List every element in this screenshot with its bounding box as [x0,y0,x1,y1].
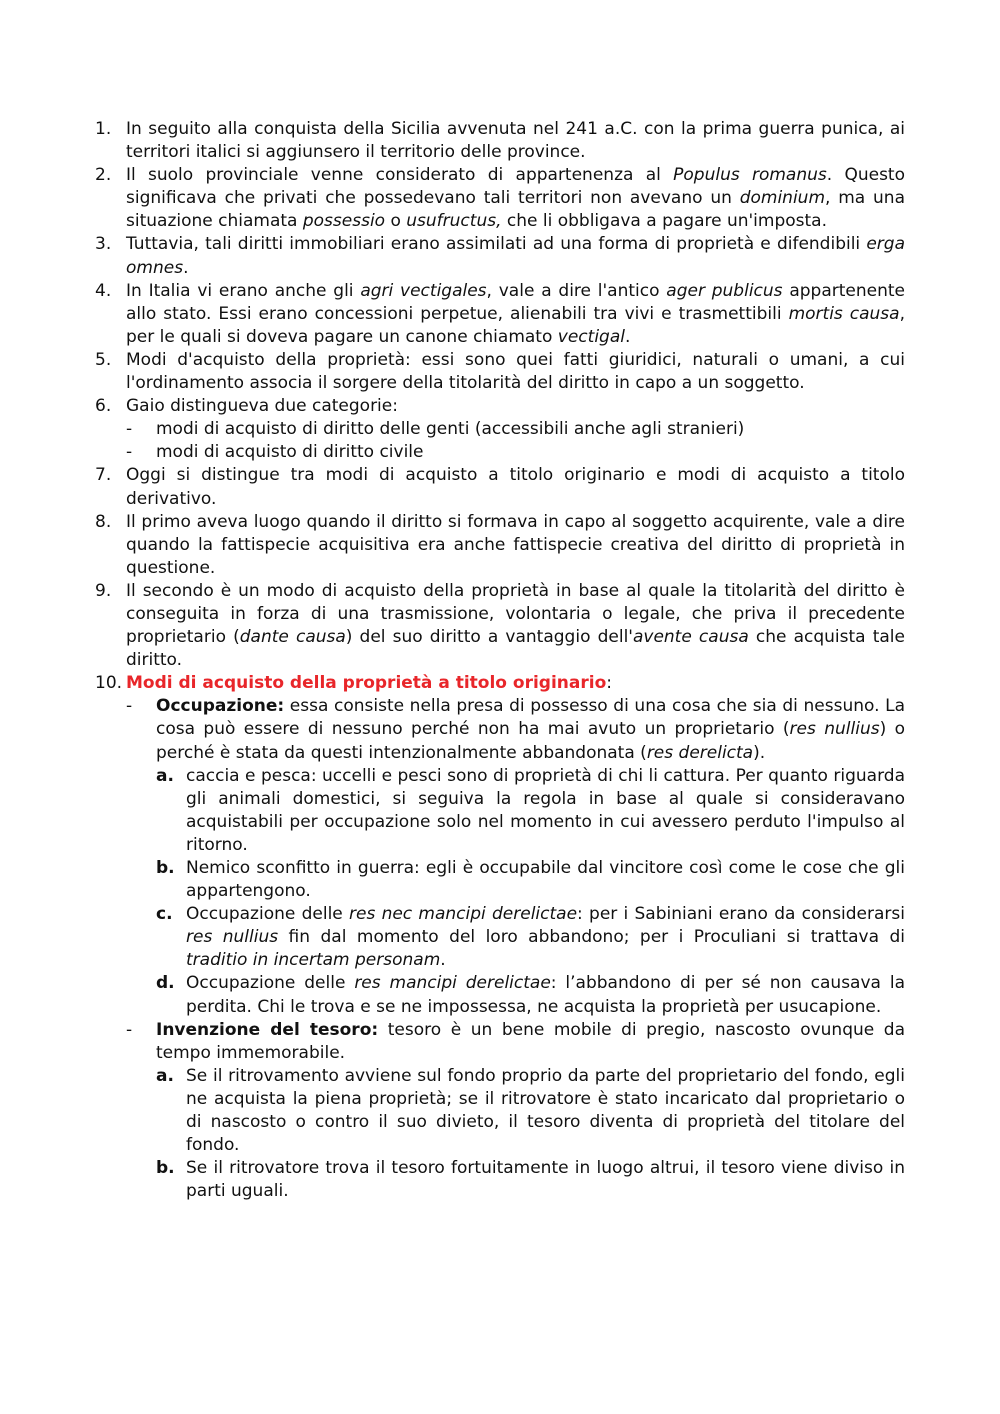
list-item [95,464,905,510]
latin-term: erga omnes [126,234,905,278]
latin-term: agri vectigales [360,280,487,301]
text-run: In seguito alla conquista della Sicilia avvenuta nel 241 a.C. con la prima guerra punica, ai territori italici si aggiunsero il territorio delle province. [126,119,905,163]
text-run: o [385,211,407,232]
latin-term: res nec mancipi derelictae [349,904,578,925]
list-item [95,349,905,395]
list-number: 3. [95,234,112,255]
dash-bullet: - [126,419,133,440]
list-item [95,233,905,279]
text-run: . [624,326,631,347]
text-run: appartenente allo stato. Essi erano concessioni perpetue, alienabili tra vivi e trasmettibili [126,280,905,324]
text-run: : l’abbandono di per sé non causava la perdita. Chi le trova e se ne impossessa, ne acquista la proprietà per usucapione. [186,973,905,1017]
text-run: Nemico sconfitto in guerra: egli è occupabile dal vincitore così come le cose che gli appartengono. [186,858,905,902]
text-run: Modi d'acquisto della proprietà: essi sono quei fatti giuridici, naturali o umani, a cui l'ordinamento associa il sorgere della titolarità del diritto in capo a un soggetto. [126,349,905,394]
latin-term: dominium [739,188,826,209]
list-item-text [126,464,905,510]
list-number: 8. [95,511,112,532]
latin-term: usufructus, [406,211,502,232]
text-run: ) o perché è stata da questi intenzionalmente abbandonata ( [156,719,905,763]
list-item-text [126,395,905,464]
text-run: fin dal momento del loro abbandono; per i Proculiani si trattava di [278,927,905,948]
text-run: ). [753,742,766,763]
list-item-text [126,233,905,279]
list-item-text [126,672,905,1203]
text-run: Occupazione delle [186,973,355,994]
list-number: 2. [95,165,112,186]
latin-term: dante causa [239,627,346,648]
list-number: 9. [95,580,112,601]
list-item-text [126,118,905,164]
letter-marker: a. [156,765,174,786]
text-run: Oggi si distingue tra modi di acquisto a titolo originario e modi di acquisto a titolo derivativo. [126,465,905,509]
lettered-item [156,903,905,972]
letter-marker: b. [156,858,175,878]
text-run: Gaio distingueva due categorie: [126,396,398,417]
text-run: Il primo aveva luogo quando il diritto si formava in capo al soggetto acquirente, vale a dire quando la fattispecie acquisitiva era anche fattispecie creativa del diritto di proprietà in questione. [126,511,905,578]
list-item-text [126,511,905,580]
latin-term: avente causa [632,627,749,648]
list-number: 7. [95,465,112,486]
lettered-item [156,972,905,1018]
text-run: , vale a dire l'antico [486,280,667,301]
text-run: Occupazione delle [186,904,350,925]
list-number: 10. [95,673,123,694]
latin-term: ager publicus [666,280,783,301]
latin-term: traditio in incertam personam [186,950,441,971]
text-run: Il suolo provinciale venne considerato di appartenenza al [126,165,674,186]
text-run: , per le quali si doveva pagare un canone chiamato [126,303,905,347]
text-run: tesoro è un bene mobile di pregio, nascosto ovunque da tempo immemorabile. [156,1019,905,1063]
letter-marker: d. [156,973,175,994]
list-number: 1. [95,119,112,139]
list-number: 4. [95,280,112,301]
latin-term: Populus romanus [673,165,827,186]
document-page [95,118,905,1203]
lettered-item [156,1065,905,1157]
latin-term: mortis causa [788,303,900,324]
text-run: che li obbligava a pagare un'imposta. [501,211,827,232]
term-label: Invenzione del tesoro: [156,1019,379,1040]
dash-bullet: - [126,442,133,463]
list-item-text [126,164,905,233]
term-label: Occupazione: [156,696,285,717]
letter-marker: a. [156,1065,174,1086]
text-run: che acquista tale diritto. [126,627,905,671]
sub-item [126,1019,905,1204]
list-item [95,118,905,164]
sub-item [126,418,905,441]
letter-marker: b. [156,1158,175,1179]
text-run: . [183,257,189,278]
list-number: 5. [95,349,112,370]
section-heading: Modi di acquisto della proprietà a titolo originario [126,673,607,694]
latin-term: res nullius [186,927,279,948]
sub-item [126,441,905,464]
list-item [95,395,905,464]
list-item-text [126,349,905,395]
text-run: Tuttavia, tali diritti immobiliari erano assimilati ad una forma di proprietà e difendibili [126,234,867,255]
list-item-text [126,580,905,672]
list-item [95,280,905,349]
text-run: : [606,673,612,694]
list-item [95,164,905,233]
latin-term: res derelicta [646,742,754,763]
text-run: modi di acquisto di diritto civile [156,442,424,463]
text-run: Se il ritrovatore trova il tesoro fortuitamente in luogo altrui, il tesoro viene diviso in parti uguali. [186,1158,905,1202]
text-run: caccia e pesca: uccelli e pesci sono di proprietà di chi li cattura. Per quanto riguarda gli animali domestici, si seguiva la regola in base al quale si consideravano acquistabili per occupazione solo nel momento in cui avessero perduto l'impulso al ritorno. [186,765,905,855]
text-run: ) del suo diritto a vantaggio dell' [345,627,633,648]
sub-item [126,695,905,1018]
list-item-text [126,280,905,349]
text-run: In Italia vi erano anche gli [126,280,361,301]
text-run: Se il ritrovamento avviene sul fondo proprio da parte del proprietario del fondo, egli ne acquista la piena proprietà; se il ritrovatore è stato incaricato dal proprietario o di nascosto o contro il suo divieto, il tesoro diventa di proprietà del titolare del fondo. [186,1065,905,1156]
dash-bullet: - [126,1019,133,1040]
list-item [95,511,905,580]
list-item [95,580,905,672]
text-run: modi di acquisto di diritto delle genti (accessibili anche agli stranieri) [156,419,745,440]
text-run: . Questo significava che privati che possedevano tali territori non avevano un [126,165,905,209]
text-run: , ma una situazione chiamata [126,188,905,232]
lettered-item [156,765,905,857]
text-run: . [440,950,446,971]
text-run: essa consiste nella presa di possesso di una cosa che sia di nessuno. La cosa può essere di nessuno perché non ha mai avuto un proprietario ( [156,696,905,740]
list-number: 6. [95,396,112,417]
dash-bullet: - [126,696,133,717]
latin-term: res mancipi derelictae [354,973,551,994]
latin-term: possessio [302,211,386,232]
text-run: : per i Sabiniani erano da considerarsi [577,904,905,925]
letter-marker: c. [156,904,173,925]
lettered-item [156,1157,905,1203]
latin-term: vectigal [557,326,625,347]
lettered-item [156,857,905,903]
list-item [95,672,905,1203]
text-run: Il secondo è un modo di acquisto della proprietà in base al quale la titolarità del diritto è conseguita in forza di una trasmissione, volontaria o legale, che priva il precedente proprietario ( [126,580,905,648]
latin-term: res nullius [789,719,880,740]
